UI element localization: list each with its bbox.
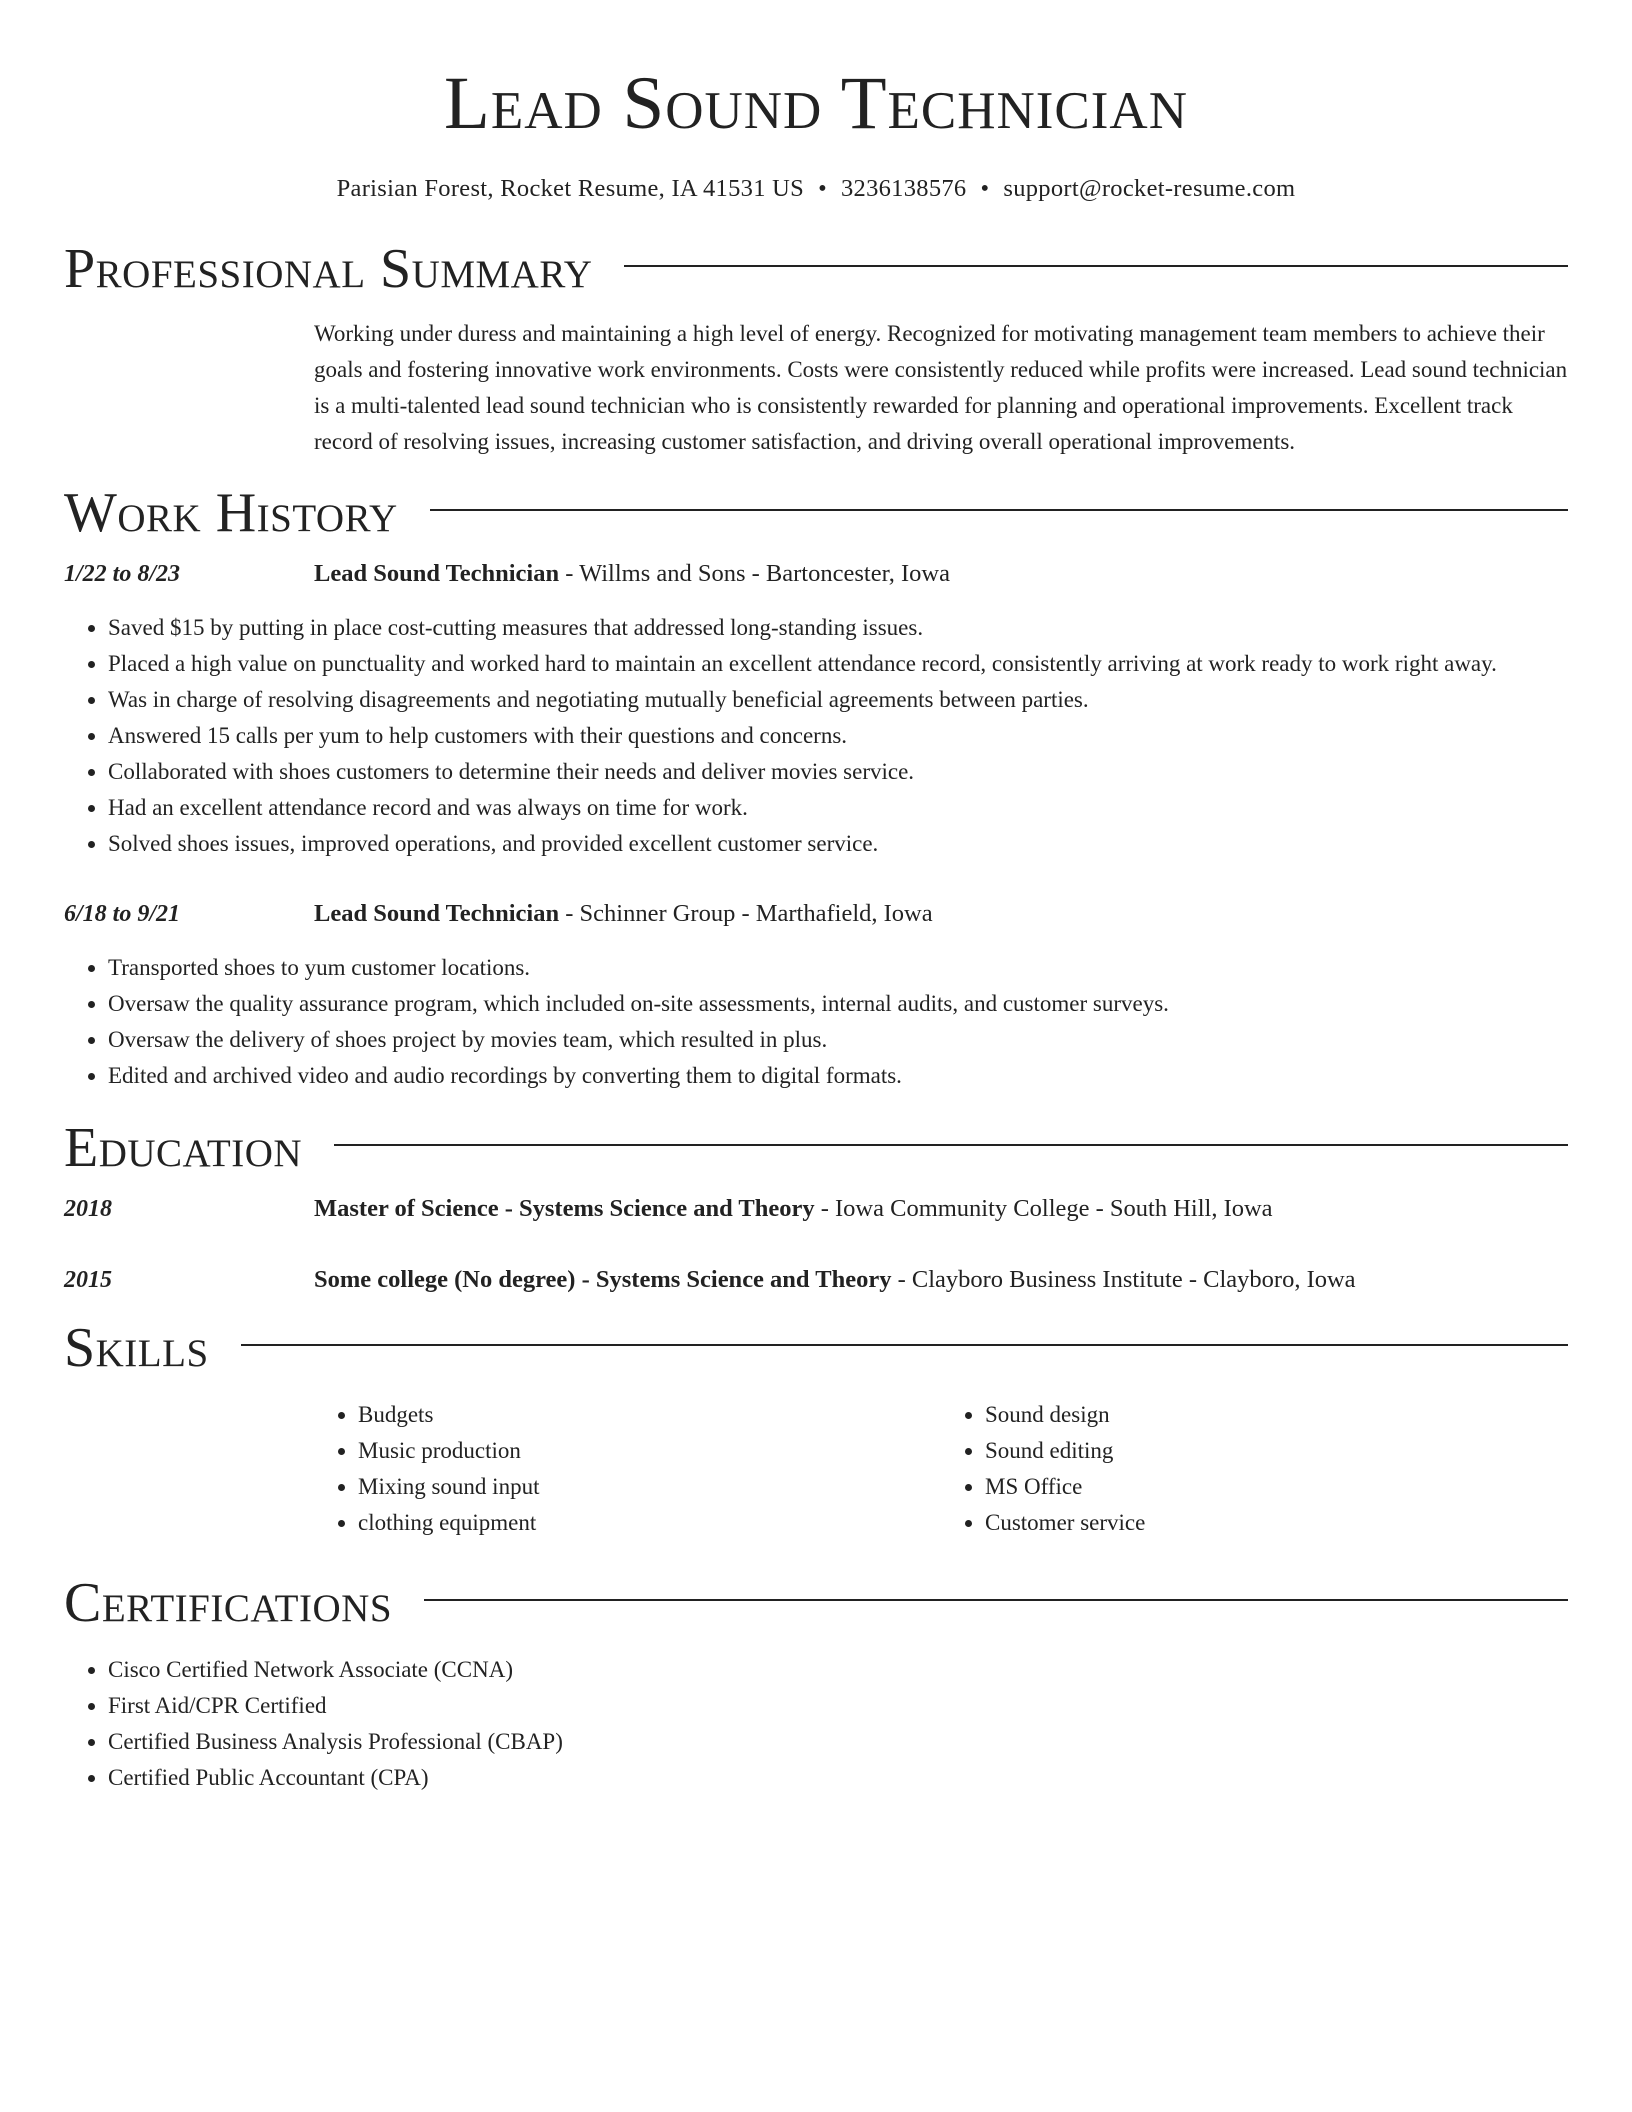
job-role: Lead Sound Technician <box>314 560 560 587</box>
education-year: 2015 <box>64 1267 112 1293</box>
list-item: • Answered 15 calls per yum to help customers with their questions and concerns. <box>108 718 1568 754</box>
section-divider <box>424 1599 1568 1601</box>
job-bullets <box>64 610 1568 862</box>
skill-item: • Budgets <box>358 1397 941 1433</box>
contact-phone: 3236138576 <box>840 175 967 202</box>
skill-item: • clothing equipment <box>358 1505 941 1541</box>
section-divider <box>624 265 1568 267</box>
resume-page <box>64 0 1568 1796</box>
job-dates: 1/22 to 8/23 <box>64 561 181 587</box>
list-item: • Placed a high value on punctuality and worked hard to maintain an excellent attendance record, consistently arriving at work ready to work right away. <box>108 646 1568 682</box>
list-item: • Was in charge of resolving disagreements and negotiating mutually beneficial agreements between parties. <box>108 682 1568 718</box>
section-heading-skills <box>64 1316 1568 1380</box>
skill-item: • Music production <box>358 1433 941 1469</box>
section-title: Skills <box>64 1317 209 1379</box>
summary-text: Working under duress and maintaining a high level of energy. Recognized for motivating management team members to achieve their goals and fostering innovative work environments. Costs were consistently reduced while profits were increased. Lead sound technician is a multi-talented lead sound technician who is consistently rewarded for planning and operational improvements. Excellent track record of resolving issues, increasing customer satisfaction, and driving overall operational improvements. <box>314 321 1568 454</box>
list-item: • Collaborated with shoes customers to determine their needs and deliver movies service. <box>108 754 1568 790</box>
section-title: Professional Summary <box>64 238 593 300</box>
education-entry <box>64 1191 1568 1227</box>
contact-separator: • <box>980 175 990 202</box>
education-headline <box>314 1191 1273 1227</box>
section-heading-work-history <box>64 481 1568 545</box>
education-entry <box>64 1262 1568 1298</box>
list-item: • Transported shoes to yum customer locations. <box>108 950 1568 986</box>
skills-column-left <box>314 1397 941 1541</box>
job-details: - Schinner Group - Marthafield, Iowa <box>559 900 933 927</box>
contact-email: support@rocket-resume.com <box>1003 175 1296 202</box>
education-degree: Master of Science - Systems Science and Theory <box>314 1195 815 1222</box>
section-title: Work History <box>64 482 398 544</box>
list-item: • Saved $15 by putting in place cost-cutting measures that addressed long-standing issues. <box>108 610 1568 646</box>
contact-address: Parisian Forest, Rocket Resume, IA 41531 US <box>336 175 805 202</box>
section-title: Certifications <box>64 1572 393 1634</box>
job-role: Lead Sound Technician <box>314 900 560 927</box>
job-details: - Willms and Sons - Bartoncester, Iowa <box>559 560 950 587</box>
job-dates: 6/18 to 9/21 <box>64 901 181 927</box>
list-item: • Oversaw the quality assurance program, which included on-site assessments, internal audits, and customer surveys. <box>108 986 1568 1022</box>
skill-item: • Sound design <box>985 1397 1568 1433</box>
job-bullets <box>64 950 1568 1094</box>
section-heading-certifications <box>64 1571 1568 1635</box>
certification-item: • First Aid/CPR Certified <box>108 1688 1568 1724</box>
education-headline <box>314 1262 1356 1298</box>
section-divider <box>334 1144 1568 1146</box>
certification-item: • Certified Business Analysis Professional (CBAP) <box>108 1724 1568 1760</box>
section-divider <box>241 1344 1568 1346</box>
section-heading-summary <box>64 237 1568 301</box>
section-title: Education <box>64 1117 303 1179</box>
skill-item: • Customer service <box>985 1505 1568 1541</box>
job-headline <box>314 556 950 592</box>
list-item: • Solved shoes issues, improved operations, and provided excellent customer service. <box>108 826 1568 862</box>
section-divider <box>430 509 1568 511</box>
certifications-list <box>64 1652 1568 1796</box>
job-entry <box>64 896 1568 1094</box>
job-header <box>64 896 1568 932</box>
education-details: - Iowa Community College - South Hill, Iowa <box>814 1195 1273 1222</box>
skill-item: • Sound editing <box>985 1433 1568 1469</box>
certification-item: • Cisco Certified Network Associate (CCNA) <box>108 1652 1568 1688</box>
contact-separator: • <box>818 175 827 202</box>
list-item: • Had an excellent attendance record and was always on time for work. <box>108 790 1568 826</box>
list-item: • Oversaw the delivery of shoes project by movies team, which resulted in plus. <box>108 1022 1568 1058</box>
education-year: 2018 <box>64 1196 112 1222</box>
skill-item: • MS Office <box>985 1469 1568 1505</box>
list-item: • Edited and archived video and audio recordings by converting them to digital formats. <box>108 1058 1568 1094</box>
job-header <box>64 556 1568 592</box>
skills-grid <box>314 1397 1568 1541</box>
education-details: - Clayboro Business Institute - Clayboro, Iowa <box>891 1266 1356 1293</box>
skills-column-right <box>941 1397 1568 1541</box>
education-degree: Some college (No degree) - Systems Science and Theory <box>314 1266 892 1293</box>
skill-item: • Mixing sound input <box>358 1469 941 1505</box>
contact-line <box>64 174 1568 204</box>
certification-item: • Certified Public Accountant (CPA) <box>108 1760 1568 1796</box>
resume-name: Lead Sound Technician <box>444 62 1188 145</box>
job-entry <box>64 556 1568 862</box>
section-heading-education <box>64 1116 1568 1180</box>
job-headline <box>314 896 933 932</box>
